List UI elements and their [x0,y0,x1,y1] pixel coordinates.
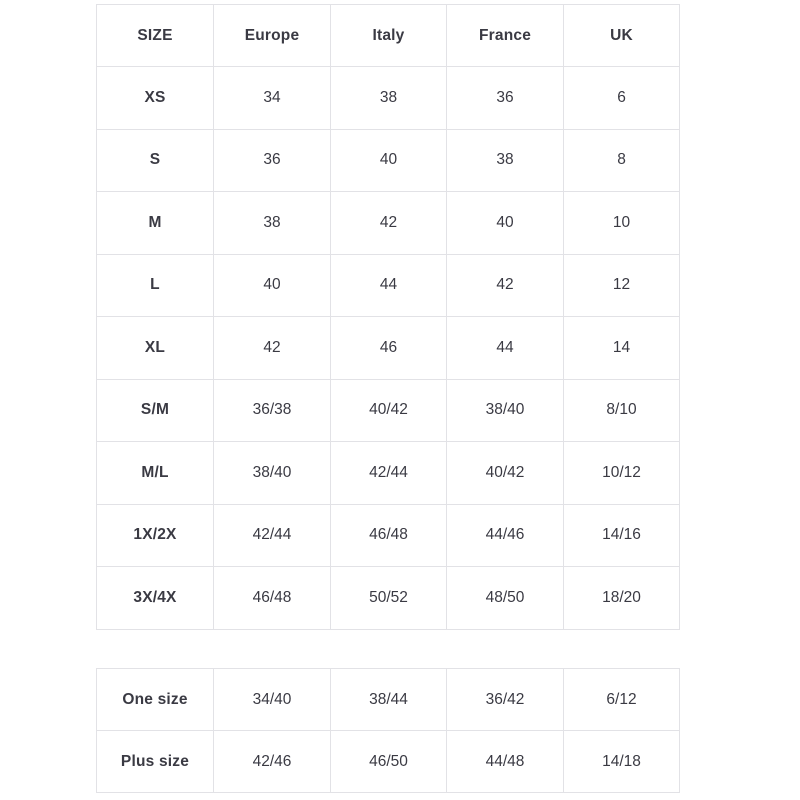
cell-france: 44/46 [447,504,564,567]
cell-italy: 46/48 [331,504,447,567]
row-label: M [97,192,214,255]
cell-uk: 8 [564,129,680,192]
cell-europe: 46/48 [214,567,331,630]
table-row [97,317,680,380]
column-header-uk: UK [564,5,680,67]
cell-italy: 50/52 [331,567,447,630]
cell-europe: 42/46 [214,731,331,793]
cell-france: 44 [447,317,564,380]
cell-france: 36 [447,67,564,130]
cell-france: 36/42 [447,669,564,731]
cell-uk: 6/12 [564,669,680,731]
cell-france: 38 [447,129,564,192]
cell-europe: 38/40 [214,442,331,505]
cell-italy: 38/44 [331,669,447,731]
cell-italy: 40/42 [331,379,447,442]
row-label: S/M [97,379,214,442]
table-row [97,669,680,731]
cell-uk: 8/10 [564,379,680,442]
cell-uk: 18/20 [564,567,680,630]
cell-europe: 40 [214,254,331,317]
table-row [97,567,680,630]
cell-europe: 34 [214,67,331,130]
cell-italy: 42 [331,192,447,255]
cell-europe: 36/38 [214,379,331,442]
cell-uk: 10/12 [564,442,680,505]
size-conversion-table-container [96,4,679,630]
table-row [97,67,680,130]
row-label: XS [97,67,214,130]
cell-france: 42 [447,254,564,317]
column-header-size: SIZE [97,5,214,67]
row-label: S [97,129,214,192]
cell-italy: 38 [331,67,447,130]
cell-france: 40 [447,192,564,255]
cell-europe: 38 [214,192,331,255]
row-label: 1X/2X [97,504,214,567]
cell-europe: 34/40 [214,669,331,731]
column-header-europe: Europe [214,5,331,67]
table-row [97,731,680,793]
cell-france: 40/42 [447,442,564,505]
cell-italy: 46 [331,317,447,380]
cell-france: 38/40 [447,379,564,442]
row-label: Plus size [97,731,214,793]
cell-italy: 44 [331,254,447,317]
column-header-france: France [447,5,564,67]
table-row [97,192,680,255]
table-row [97,129,680,192]
cell-uk: 6 [564,67,680,130]
row-label: L [97,254,214,317]
table-row [97,442,680,505]
row-label: XL [97,317,214,380]
cell-france: 44/48 [447,731,564,793]
row-label: M/L [97,442,214,505]
row-label: One size [97,669,214,731]
row-label: 3X/4X [97,567,214,630]
cell-italy: 40 [331,129,447,192]
table-row [97,379,680,442]
cell-uk: 14/16 [564,504,680,567]
cell-france: 48/50 [447,567,564,630]
special-sizes-table [96,668,680,793]
cell-italy: 42/44 [331,442,447,505]
cell-uk: 10 [564,192,680,255]
size-conversion-table [96,4,680,630]
table-row [97,504,680,567]
cell-europe: 42/44 [214,504,331,567]
table-header-row [97,5,680,67]
special-sizes-table-container [96,668,679,793]
cell-uk: 12 [564,254,680,317]
cell-italy: 46/50 [331,731,447,793]
column-header-italy: Italy [331,5,447,67]
cell-uk: 14 [564,317,680,380]
cell-europe: 36 [214,129,331,192]
cell-uk: 14/18 [564,731,680,793]
cell-europe: 42 [214,317,331,380]
table-row [97,254,680,317]
